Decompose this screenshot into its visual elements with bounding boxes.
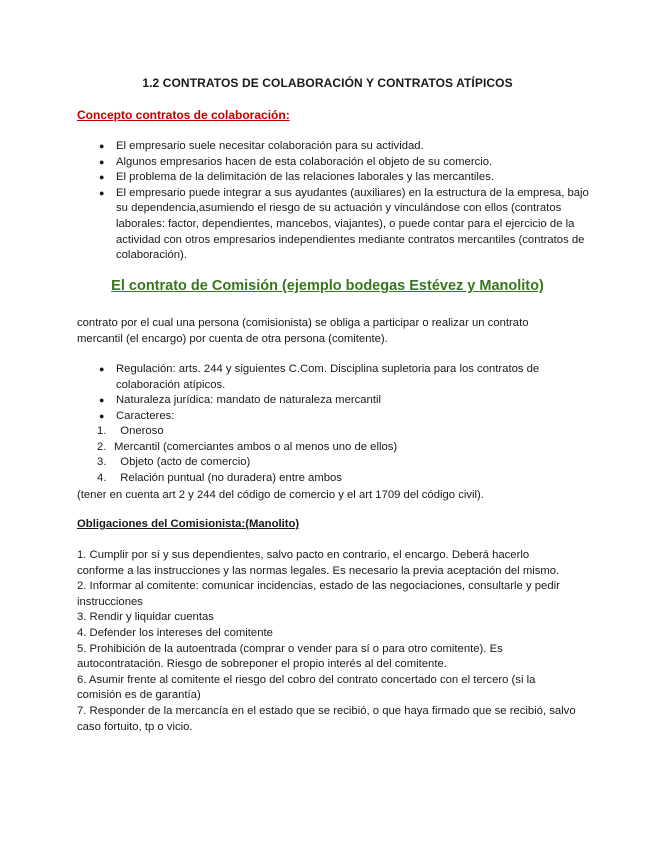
list-item (97, 440, 567, 456)
obligations-list (77, 548, 577, 735)
obligation-item: 4. Defender los intereses del comitente (77, 626, 273, 639)
list-text: Oneroso (114, 425, 164, 437)
commission-definition: contrato por el cual una persona (comisionista) se obliga a participar o realizar un contrato mercantil (el encargo) por cuenta de otra persona (comitente). (77, 317, 529, 345)
list-item: ● Naturaleza jurídica: mandato de naturaleza mercantil (99, 393, 569, 409)
list-text: Mercantil (comerciantes ambos o al menos uno de ellos) (114, 440, 398, 453)
list-text: Relación puntual (no duradera) entre ambos (114, 471, 342, 484)
list-number: 1. (97, 425, 107, 437)
list-item (97, 471, 567, 487)
obligation-item: 7. Responder de la mercancía en el estado que se recibió, o que haya firmado que se recibió, salvo caso fortuito, tp o vicio. (77, 704, 576, 733)
list-number: 4. (97, 471, 107, 484)
obligation-item: 6. Asumir frente al comitente el riesgo del cobro del contrato concertado con el tercero (si la comisión es de garantía) (77, 673, 536, 702)
page-title: 1.2 CONTRATOS DE COLABORACIÓN Y CONTRATOS ATÍPICOS (142, 76, 513, 90)
characters-list (97, 424, 567, 486)
commission-bullet-list (99, 362, 569, 424)
concept-bullet-list (99, 139, 589, 264)
list-number: 2. (97, 440, 107, 453)
list-number: 3. (97, 456, 107, 469)
obligation-item: 1. Cumplir por sí y sus dependientes, salvo pacto en contrario, el encargo. Deberá hacerlo conforme a las instrucciones y las normas legales. Es necesario la previa aceptación del mismo. (77, 549, 560, 577)
obligation-item: 3. Rendir y liquidar cuentas (77, 611, 214, 624)
list-item: ● El empresario suele necesitar colaboración para su actividad. (99, 139, 589, 155)
list-text: Objeto (acto de comercio) (114, 456, 251, 469)
list-item (97, 424, 567, 440)
legal-note: (tener en cuenta art 2 y 244 del código de comercio y el art 1709 del código civil). (77, 489, 484, 501)
list-item (97, 455, 567, 471)
obligation-item: 5. Prohibición de la autoentrada (comprar o vender para sí o para otro comitente). Es autocontratación. Riesgo de sobreponer el propio interés al del comitente. (77, 642, 503, 671)
concept-heading: Concepto contratos de colaboración: (77, 108, 290, 122)
list-item: ● Regulación: arts. 244 y siguientes C.Com. Disciplina supletoria para los contratos de colaboración atípicos. (99, 362, 569, 393)
obligations-heading: Obligaciones del Comisionista:(Manolito) (77, 518, 300, 530)
list-item: ● El problema de la delimitación de las relaciones laborales y las mercantiles. (99, 170, 589, 186)
list-item: ● Algunos empresarios hacen de esta colaboración el objeto de su comercio. (99, 155, 589, 171)
list-item: ● Caracteres: (99, 409, 569, 425)
commission-heading: El contrato de Comisión (ejemplo bodegas Estévez y Manolito) (111, 278, 544, 294)
list-item: ● El empresario puede integrar a sus ayudantes (auxiliares) en la estructura de la empresa, bajo su dependencia,asumiendo el riesgo de su actuación y vinculándose con ellos (contratos laborales: factor, dependientes, mancebos, viajantes), o puede contar para el ejercicio de la actividad con otros empresarios independientes mediante contratos mercantiles (contratos de colaboración). (99, 186, 589, 264)
obligation-item: 2. Informar al comitente: comunicar incidencias, estado de las negociaciones, consultarle y pedir instrucciones (77, 580, 560, 608)
